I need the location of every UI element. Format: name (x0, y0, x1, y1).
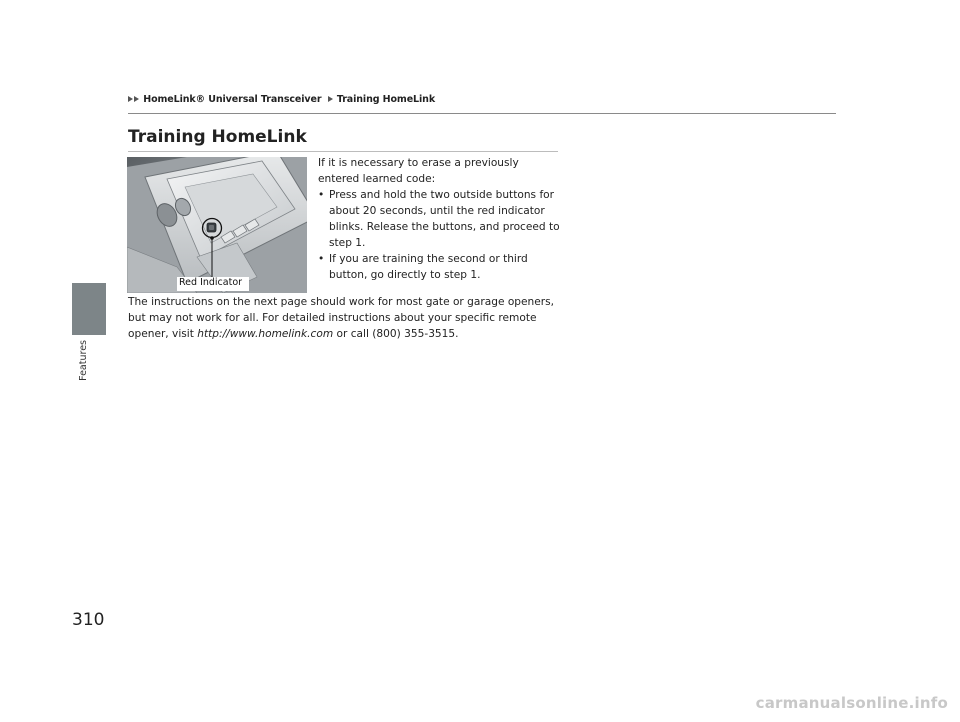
body-text-end: or call (800) 355-3515. (333, 328, 459, 340)
list-item: • If you are training the second or third button, go directly to step 1. (318, 253, 528, 281)
breadcrumb-arrow-icon (328, 96, 333, 102)
body-text: The instructions on the next page should work for most gate or garage openers, but may not work for all. For detailed instructions about your specific remote opener, visit (128, 296, 555, 340)
breadcrumb (128, 94, 435, 105)
section-label (78, 340, 98, 400)
erase-instructions (318, 155, 563, 283)
watermark: carmanualsonline.info (755, 694, 948, 712)
general-instructions (128, 294, 568, 342)
bullet-icon: • (318, 253, 325, 265)
title-divider (128, 151, 558, 152)
page-title: Training HomeLink (128, 127, 307, 147)
homelink-url-link[interactable]: http://www.homelink.com (197, 328, 334, 340)
section-label-text: Features (78, 340, 89, 381)
page-number: 310 (72, 610, 105, 630)
breadcrumb-arrow-icon (134, 96, 139, 102)
breadcrumb-page: Training HomeLink (336, 94, 436, 105)
overhead-console-illustration (127, 157, 307, 293)
bullet-icon: • (318, 189, 325, 201)
section-tab (72, 283, 106, 335)
red-indicator-label: Red Indicator (179, 277, 243, 288)
breadcrumb-section[interactable]: HomeLink® Universal Transceiver (143, 94, 322, 105)
breadcrumb-arrow-icon (128, 96, 133, 102)
erase-steps-list (318, 187, 563, 283)
list-item: • Press and hold the two outside buttons for about 20 seconds, until the red indicator blinks. Release the buttons, and proceed to step 1. (318, 189, 560, 249)
header-divider (128, 113, 836, 114)
intro-text: If it is necessary to erase a previously entered learned code: (318, 157, 519, 185)
overhead-console-figure (127, 157, 307, 293)
